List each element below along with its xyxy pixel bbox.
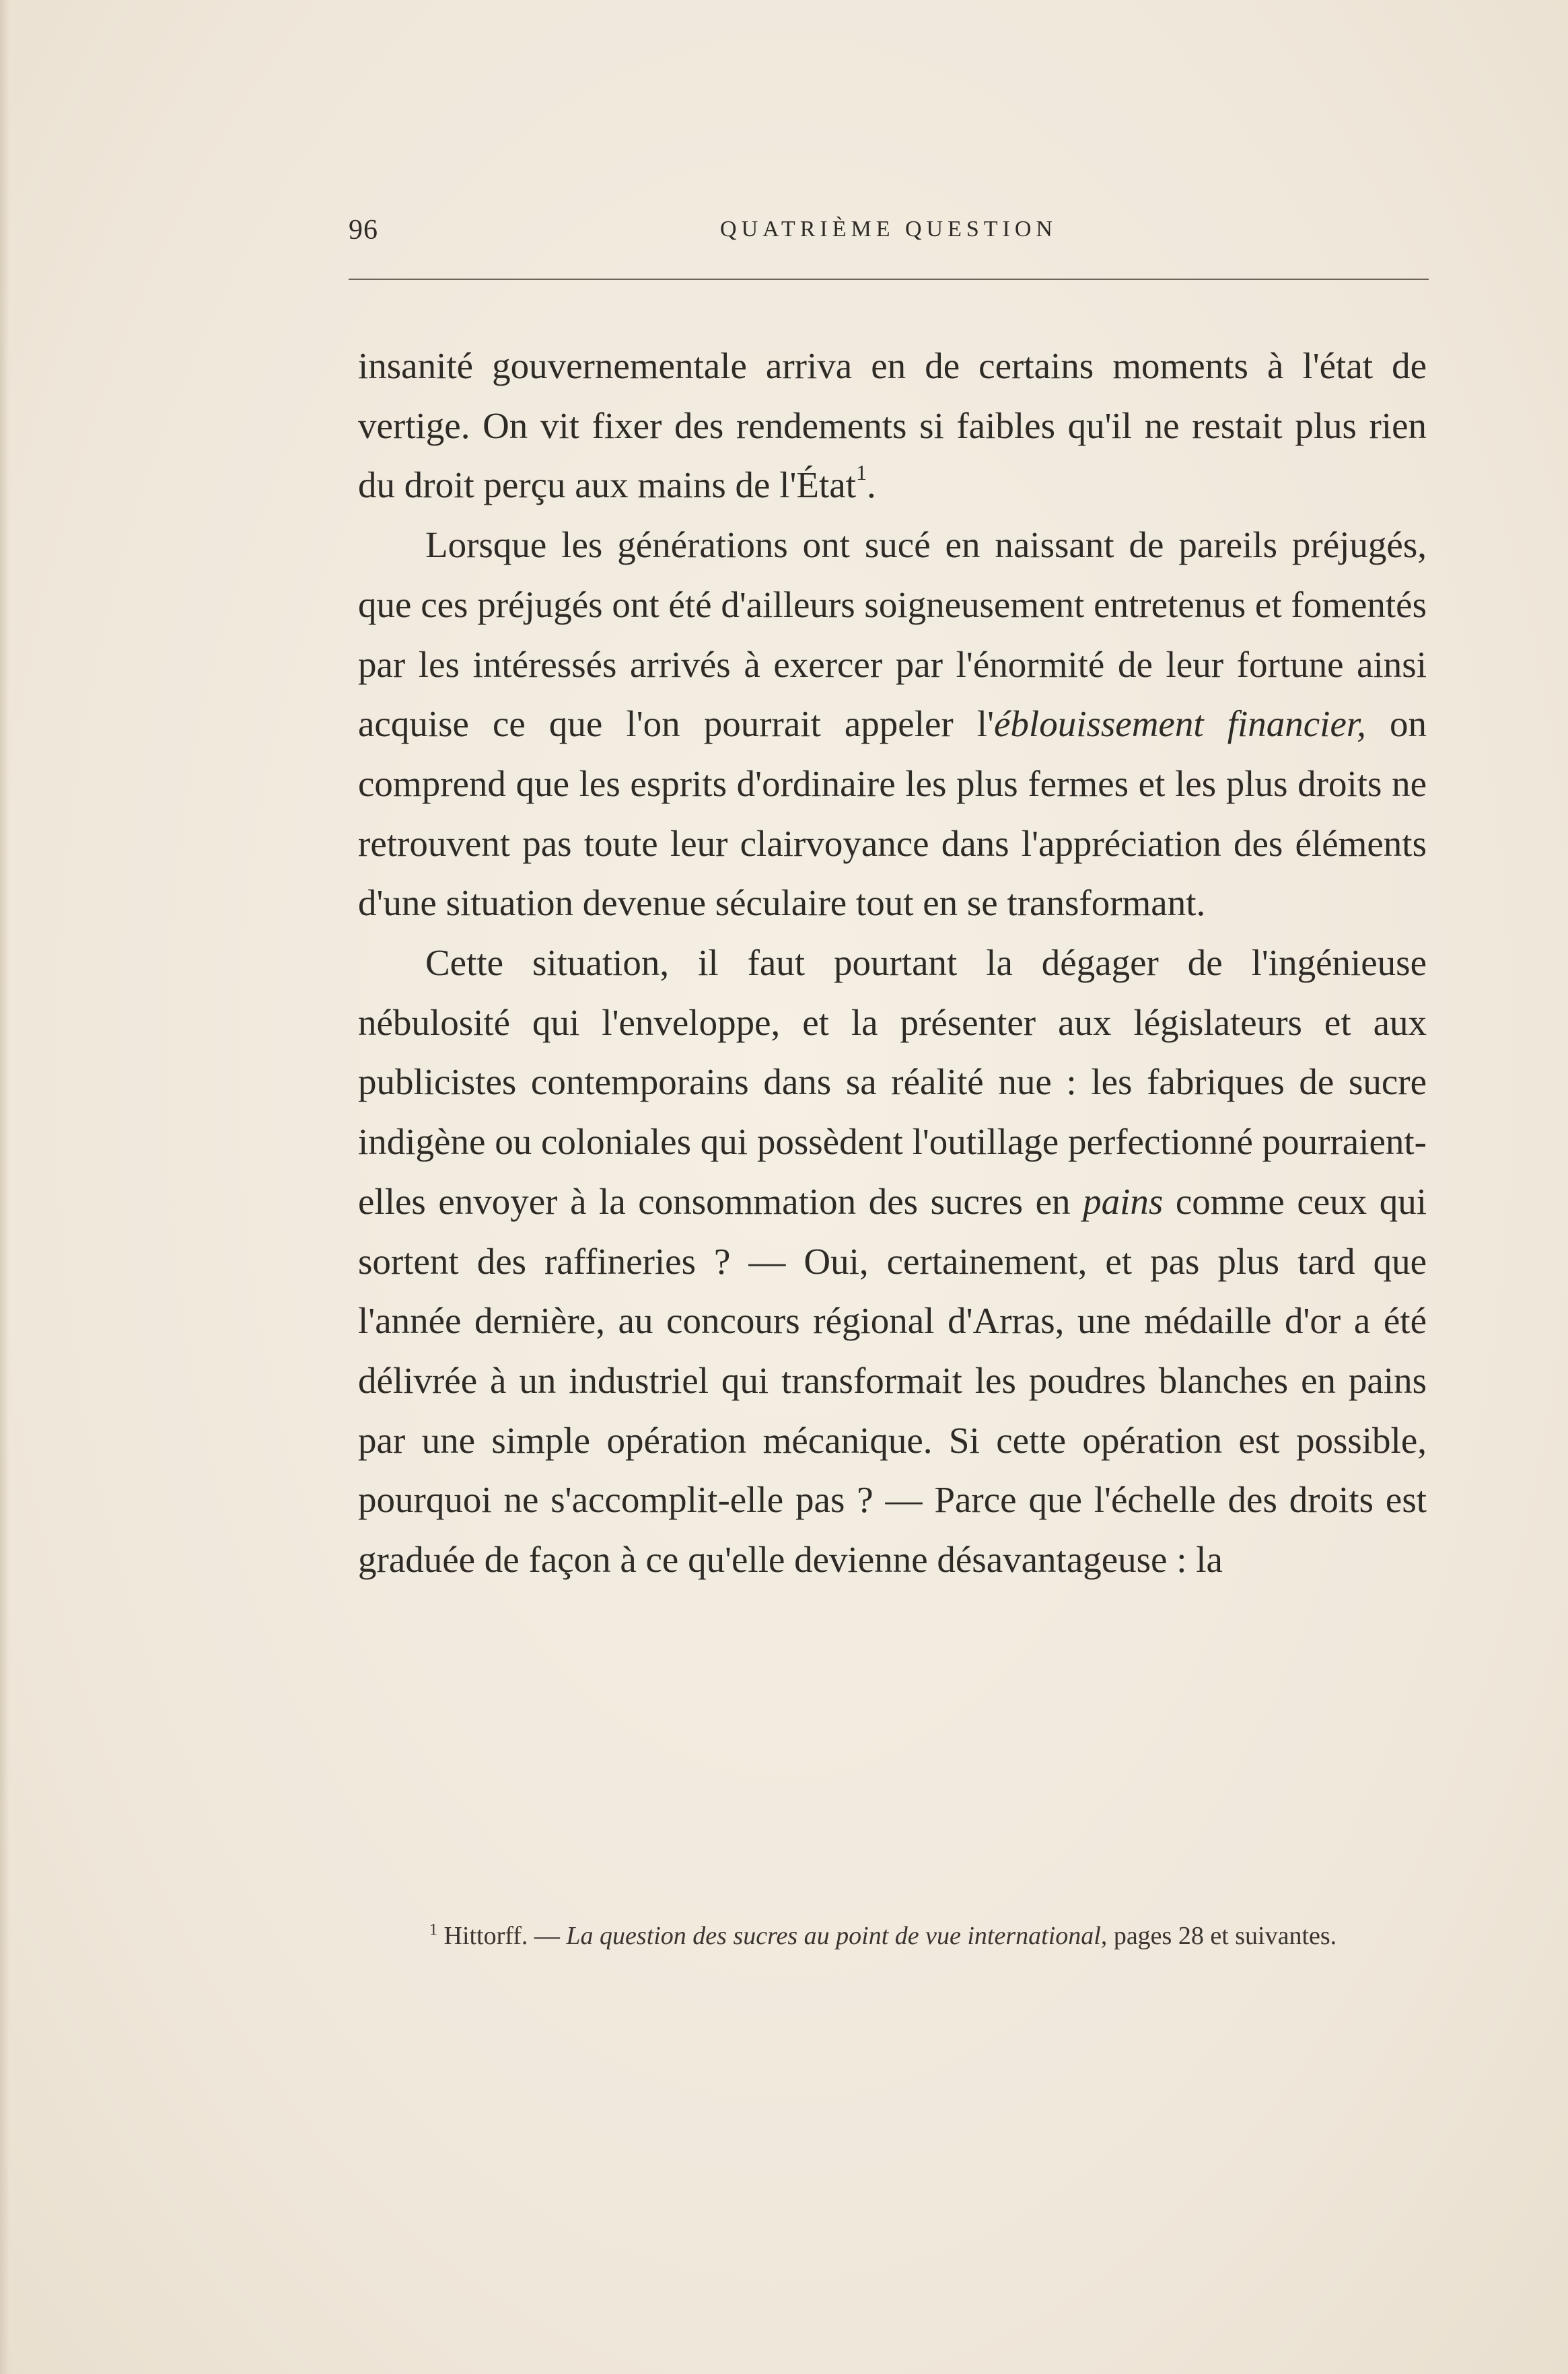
footnote-title: La question des sucres au point de vue international, [566, 1922, 1108, 1950]
page-number: 96 [349, 215, 378, 246]
paragraph-2-italic: éblouissement financier, [994, 703, 1366, 745]
running-title: QUATRIÈME QUESTION [720, 217, 1057, 242]
footnote [365, 1914, 1427, 1957]
page-edge-shadow [0, 0, 9, 2374]
paragraph-1-text: insanité gouvernementale arriva en de certains moments à l'état de vertige. On vit fixer des rendements si faibles qu'il ne restait plus rien du droit perçu aux mains de l'État [358, 345, 1427, 506]
body-text [358, 336, 1427, 1590]
paragraph-1-end: . [866, 464, 876, 506]
footnote-mark: 1 [429, 1921, 437, 1939]
page-header [349, 214, 1429, 254]
footnote-reference: 1 [855, 460, 867, 485]
paragraph-3-text-end: comme ceux qui sortent des raffineries ? — Oui, certainement, et pas plus tard que l'année dernière, au concours régional d'Arras, une médaille d'or a été délivrée à un industriel qui transformait les poudres blanches en pains par une simple opération mécanique. Si cette opération est possible, pourquoi ne s'accomplit-elle pas ? — Parce que l'échelle des droits est graduée de façon à ce qu'elle devienne désavantageuse : la [358, 1180, 1427, 1581]
paragraph-2 [358, 515, 1427, 933]
paragraph-2-text-start: Lorsque les générations ont sucé en naissant de pareils préjugés, que ces préjugés ont été d'ailleurs soigneusement entretenus et fomentés par les intéressés arrivés à exercer par l'énormité de leur fortune ainsi acquise ce que l'on pourrait appeler l' [358, 524, 1427, 745]
paragraph-3-text-start: Cette situation, il faut pourtant la dégager de l'ingénieuse nébulosité qui l'enveloppe, et la présenter aux législateurs et aux publicistes contemporains dans sa réalité nue : les fabriques de sucre indigène ou coloniales qui possèdent l'outillage perfectionné pourraient-elles envoyer à la consommation des sucres en [358, 942, 1427, 1222]
paragraph-2-text-end: on comprend que les esprits d'ordinaire les plus fermes et les plus droits ne retrouvent pas toute leur clairvoyance dans l'appréciation des éléments d'une situation devenue séculaire tout en se transformant. [358, 703, 1427, 924]
footnote-pages: pages 28 et suivantes. [1107, 1922, 1337, 1950]
paragraph-1 [358, 336, 1427, 515]
paragraph-3 [358, 933, 1427, 1590]
paragraph-3-italic: pains [1083, 1180, 1164, 1222]
header-rule [349, 279, 1429, 280]
footnote-author: Hittorff. — [443, 1922, 567, 1950]
